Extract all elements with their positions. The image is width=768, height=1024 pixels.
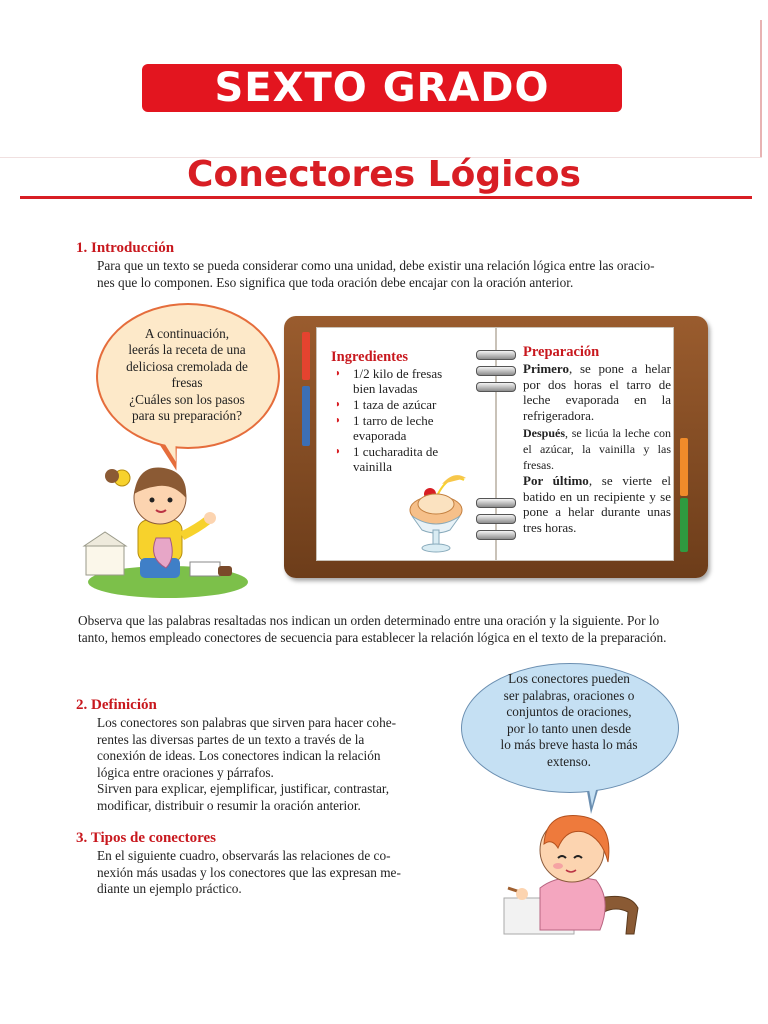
definition-line: Los conectores son palabras que sirven para hacer cohe- [97, 715, 397, 730]
ingredient-text: 1 taza de azúcar [353, 397, 437, 412]
prep-text: , se pone a helar por dos horas el tarro de leche evaporada en la refrigeradora. [523, 361, 671, 423]
definition-line: conexión de ideas. Los conectores indican la relación [97, 748, 381, 764]
connector-word: Después [523, 426, 566, 440]
bullet-icon: ◗ [335, 368, 342, 379]
notebook-tab [680, 438, 688, 496]
grade-banner-text: SEXTO GRADO [214, 65, 550, 111]
bubble-line: ser palabras, oraciones o [503, 687, 635, 703]
definition-line: lógica entre oraciones y párrafos. [97, 764, 274, 780]
definition-paragraph [97, 715, 427, 815]
bubble-line: por lo tanto unen desde [506, 720, 632, 736]
bubble-line: ¿Cuáles son los pasos [129, 391, 245, 407]
tipos-line: En el siguiente cuadro, observarás las relaciones de co- [97, 848, 391, 863]
ingredient-text: 1 tarro de leche [353, 413, 434, 428]
observation-line: tanto, hemos empleado conectores de secuencia para establecer la relación lógica en el texto de la preparación. [78, 629, 667, 645]
connector-word: Primero [523, 361, 569, 376]
definition-line: Sirven para explicar, ejemplificar, justificar, contrastar, [97, 781, 390, 797]
bubble-line: A continuación, [144, 326, 230, 341]
ingredient-text: evaporada [353, 428, 407, 443]
intro-line: Para que un texto se pueda considerar como una unidad, debe existir una relación lógica entre las oracio- [97, 258, 655, 273]
prep-step-2 [523, 425, 671, 473]
speech-bubble-text [480, 671, 658, 771]
bullet-icon: ◗ [335, 399, 342, 410]
prep-step-3 [523, 473, 671, 535]
page-title: Conectores Lógicos [187, 154, 581, 195]
intro-line: nes que lo componen. Eso significa que toda oración debe encajar con la oración anterior. [97, 274, 574, 290]
list-item [333, 397, 493, 412]
tipos-line: diante un ejemplo práctico. [97, 881, 242, 897]
bubble-line: Los conectores pueden [508, 671, 630, 686]
notebook-tab [302, 332, 310, 380]
section-heading-definicion: 2. Definición [76, 697, 157, 713]
observation-line: Observa que las palabras resaltadas nos indican un orden determinado entre una oración y la siguiente. Por lo [78, 613, 660, 628]
binder-ring [476, 514, 516, 524]
ingredients-list [333, 366, 493, 475]
ingredient-text: 1 cucharadita de [353, 444, 439, 459]
definition-line: rentes las diversas partes de un texto a través de la [97, 731, 365, 747]
girl-writing-illustration [500, 808, 650, 938]
section-heading-tipos: 3. Tipos de conectores [76, 830, 217, 846]
list-item [333, 413, 493, 443]
tipos-line: nexión más usadas y los conectores que las expresan me- [97, 864, 401, 880]
sundae-icon [404, 470, 474, 556]
prep-text: , se licúa la leche con el azúcar, la vainilla y las fresas. [523, 426, 671, 472]
section-heading-introduccion: 1. Introducción [76, 240, 175, 256]
bubble-line: deliciosa cremolada de [126, 358, 248, 374]
bullet-icon: ◗ [335, 446, 342, 457]
ingredient-text: 1/2 kilo de fresas [353, 366, 443, 381]
binder-ring [476, 350, 516, 360]
observation-paragraph [78, 613, 738, 646]
definition-line: modificar, distribuir o resumir la oración anterior. [97, 797, 361, 813]
list-item [333, 366, 493, 396]
intro-paragraph [97, 258, 717, 291]
bubble-line: para su preparación? [131, 408, 242, 424]
grade-banner [142, 64, 622, 112]
ingredient-text: vainilla [353, 459, 392, 474]
notebook-tab [302, 386, 310, 446]
ingredients-title: Ingredientes [331, 349, 409, 365]
binder-ring [476, 530, 516, 540]
title-underline [20, 196, 752, 199]
bubble-line: leerás la receta de una [128, 342, 246, 358]
bubble-line: lo más breve hasta lo más [500, 737, 638, 753]
page-edge-line [760, 20, 762, 158]
prep-text: , se vierte el batido en un recipiente y se pone a helar durante unas tres horas. [523, 473, 671, 535]
connector-word: Por último [523, 473, 589, 488]
binder-ring [476, 498, 516, 508]
tipos-paragraph [97, 848, 427, 898]
notebook-tab [680, 498, 688, 552]
bubble-line: extenso. [547, 753, 591, 769]
ingredient-text: bien lavadas [353, 381, 418, 396]
bubble-line: fresas [171, 375, 203, 391]
speech-bubble-text [110, 326, 264, 424]
bubble-line: conjuntos de oraciones, [506, 704, 632, 720]
prep-step-1 [523, 361, 671, 423]
bullet-icon: ◗ [335, 415, 342, 426]
preparation-title: Preparación [523, 344, 600, 360]
speech-bubble-tail [587, 778, 599, 806]
girl-reading-illustration [78, 450, 248, 600]
